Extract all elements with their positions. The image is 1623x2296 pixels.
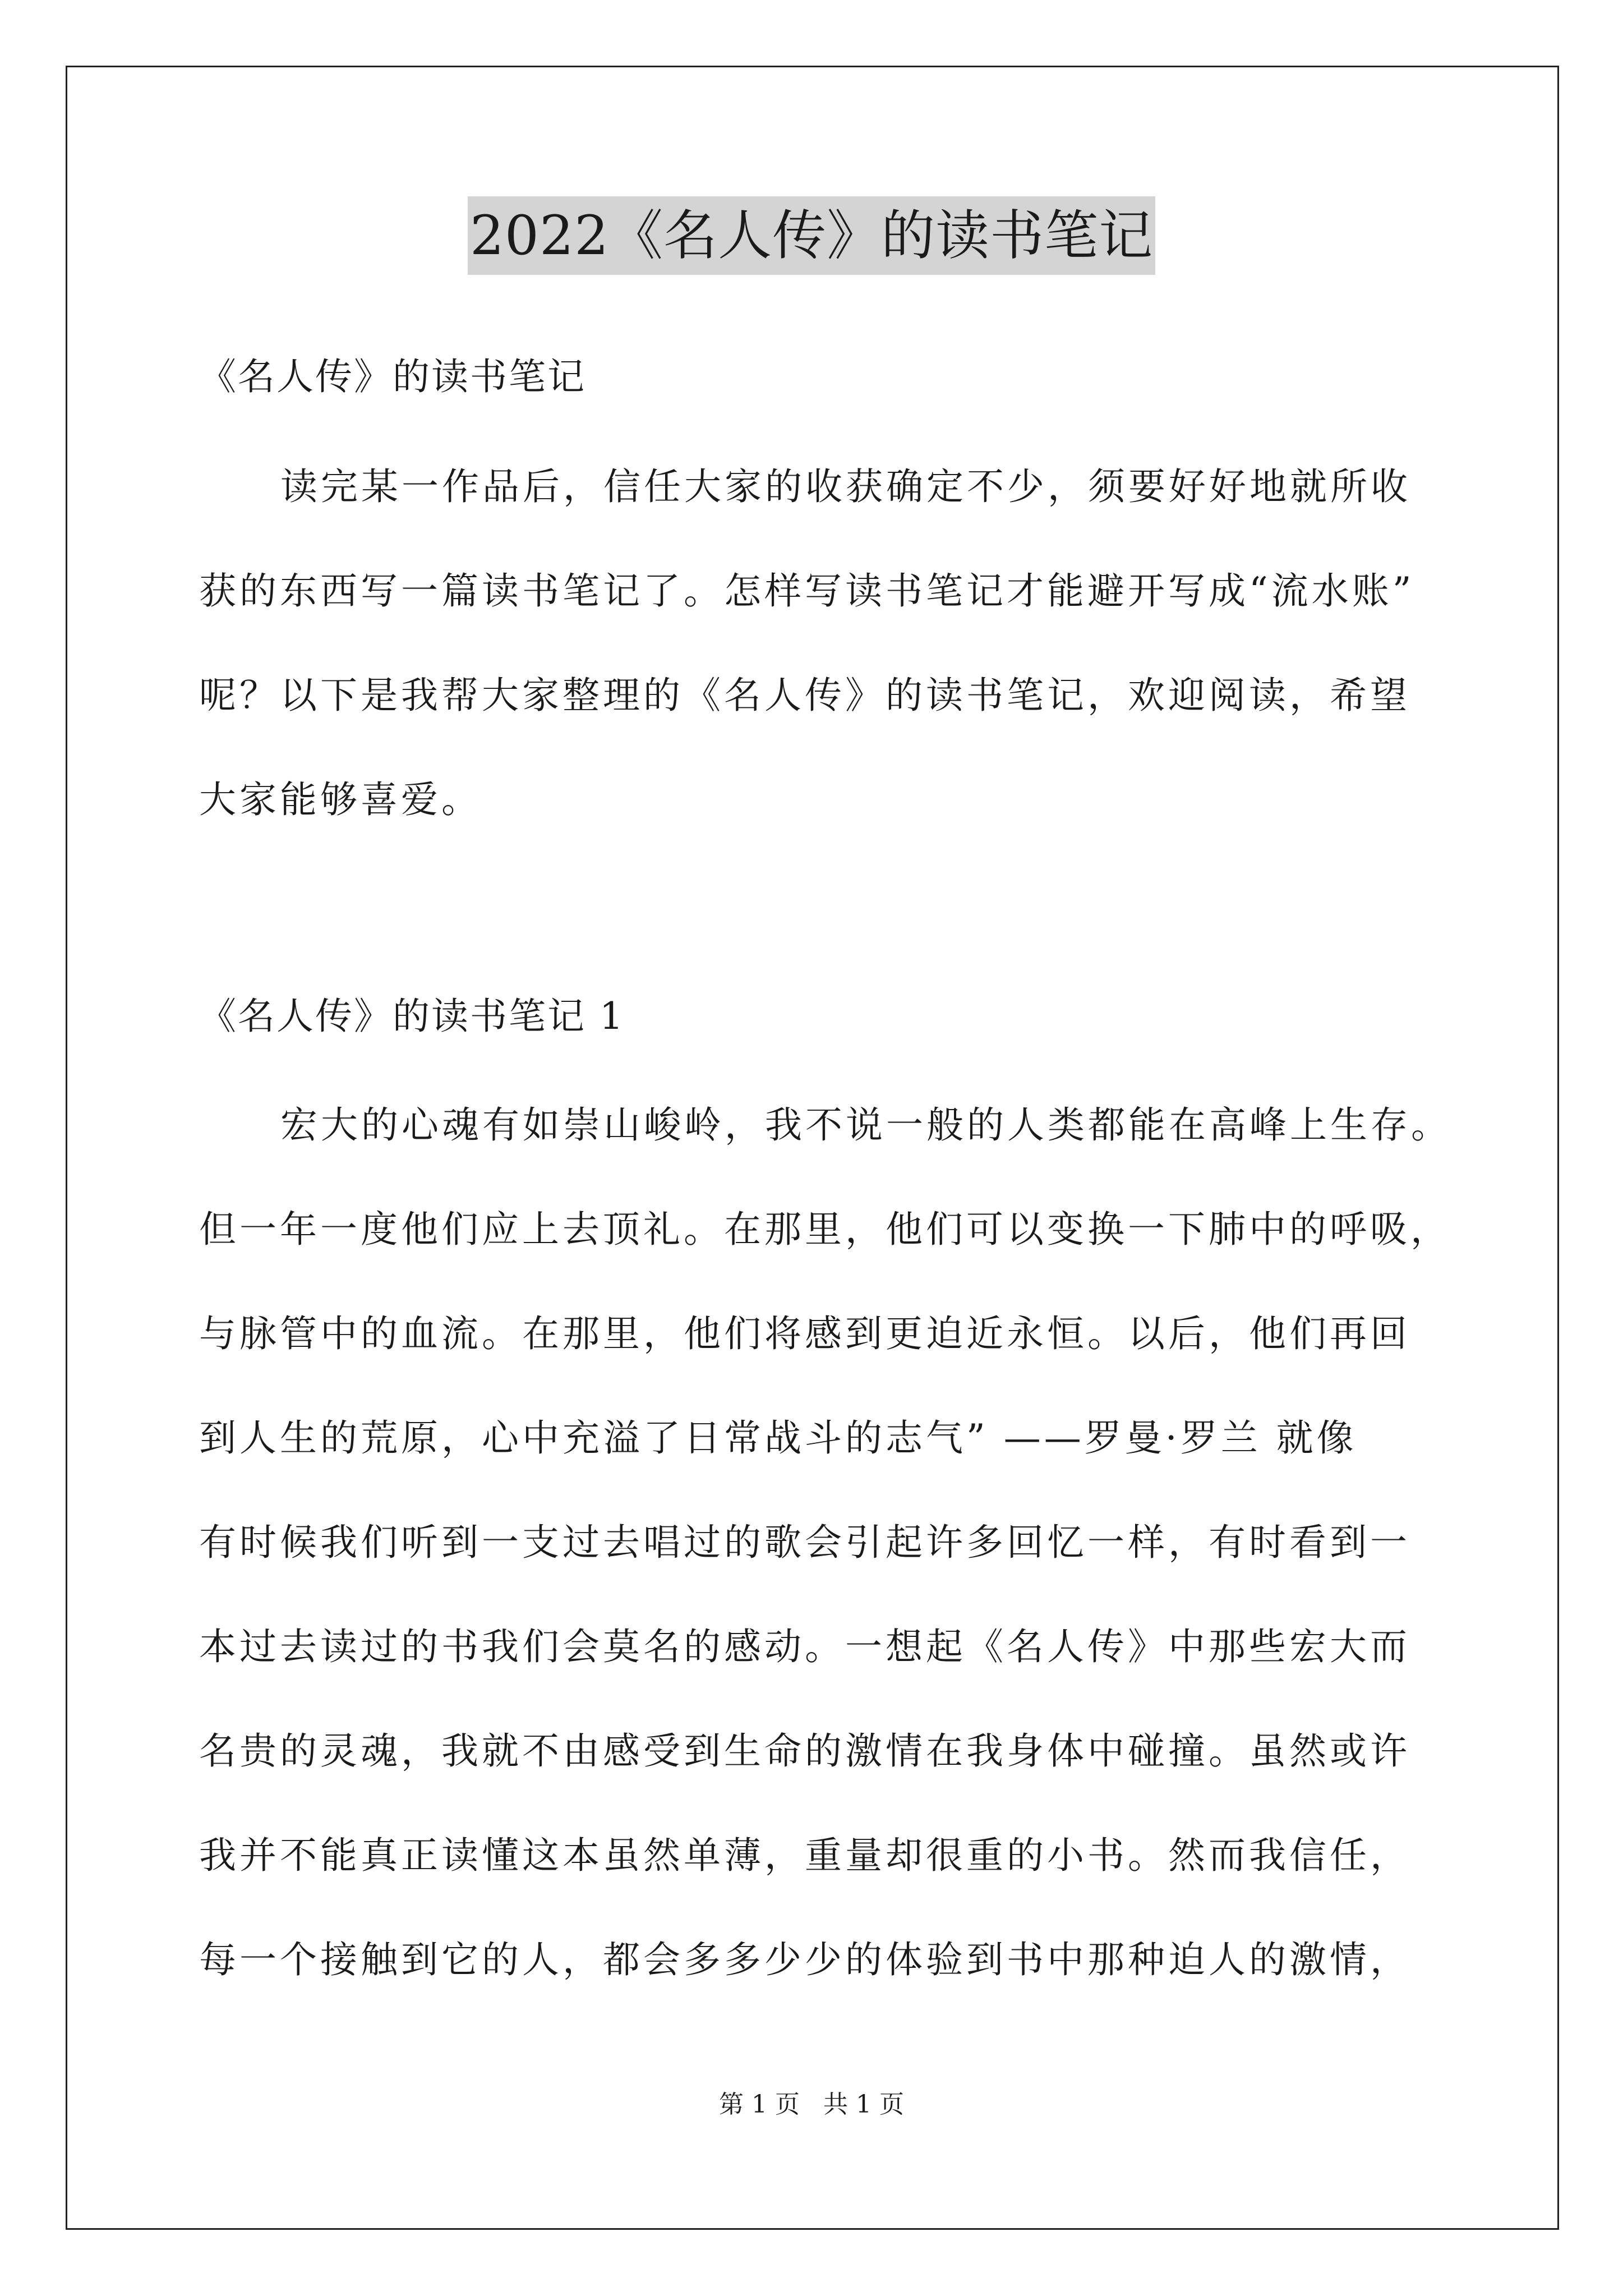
section1-line-5: 有时候我们听到一支过去唱过的歌会引起许多回忆一样，有时看到一: [199, 1521, 1410, 1564]
page-footer: [0, 2088, 1623, 2122]
page-number: 第 1 页: [719, 2090, 800, 2119]
intro-line-1: 读完某一作品后，信任大家的收获确定不少，须要好好地就所收: [280, 465, 1411, 508]
section1-line-2: 但一年一度他们应上去顶礼。在那里，他们可以变换一下肺中的呼吸，: [199, 1208, 1451, 1251]
intro-line-2: 获的东西写一篇读书笔记了。怎样写读书笔记才能避开写成“流水账”: [199, 569, 1415, 613]
section1-heading: 《名人传》的读书笔记 1: [199, 995, 625, 1038]
section1-line-4: 到人生的荒原，心中充溢了日常战斗的志气” ——罗曼·罗兰 就像: [199, 1416, 1357, 1460]
document-title: 2022《名人传》的读书笔记: [468, 196, 1155, 275]
section1-line-3: 与脉管中的血流。在那里，他们将感到更迫近永恒。以后，他们再回: [199, 1312, 1410, 1355]
title-container: [0, 196, 1623, 275]
section1-line-1: 宏大的心魂有如崇山峻岭，我不说一般的人类都能在高峰上生存。: [280, 1103, 1451, 1147]
intro-line-3: 呢？以下是我帮大家整理的《名人传》的读书笔记，欢迎阅读，希望: [199, 674, 1410, 717]
intro-line-4: 大家能够喜爱。: [199, 778, 482, 821]
section1-line-7: 名贵的灵魂，我就不由感受到生命的激情在我身体中碰撞。虽然或许: [199, 1729, 1410, 1773]
section1-line-8: 我并不能真正读懂这本虽然单薄，重量却很重的小书。然而我信任，: [199, 1834, 1410, 1877]
section1-line-6: 本过去读过的书我们会莫名的感动。一想起《名人传》中那些宏大而: [199, 1625, 1410, 1668]
intro-heading: 《名人传》的读书笔记: [199, 355, 586, 398]
page-total: 共 1 页: [823, 2090, 904, 2119]
section1-line-9: 每一个接触到它的人，都会多多少少的体验到书中那种迫人的激情，: [199, 1938, 1410, 1981]
